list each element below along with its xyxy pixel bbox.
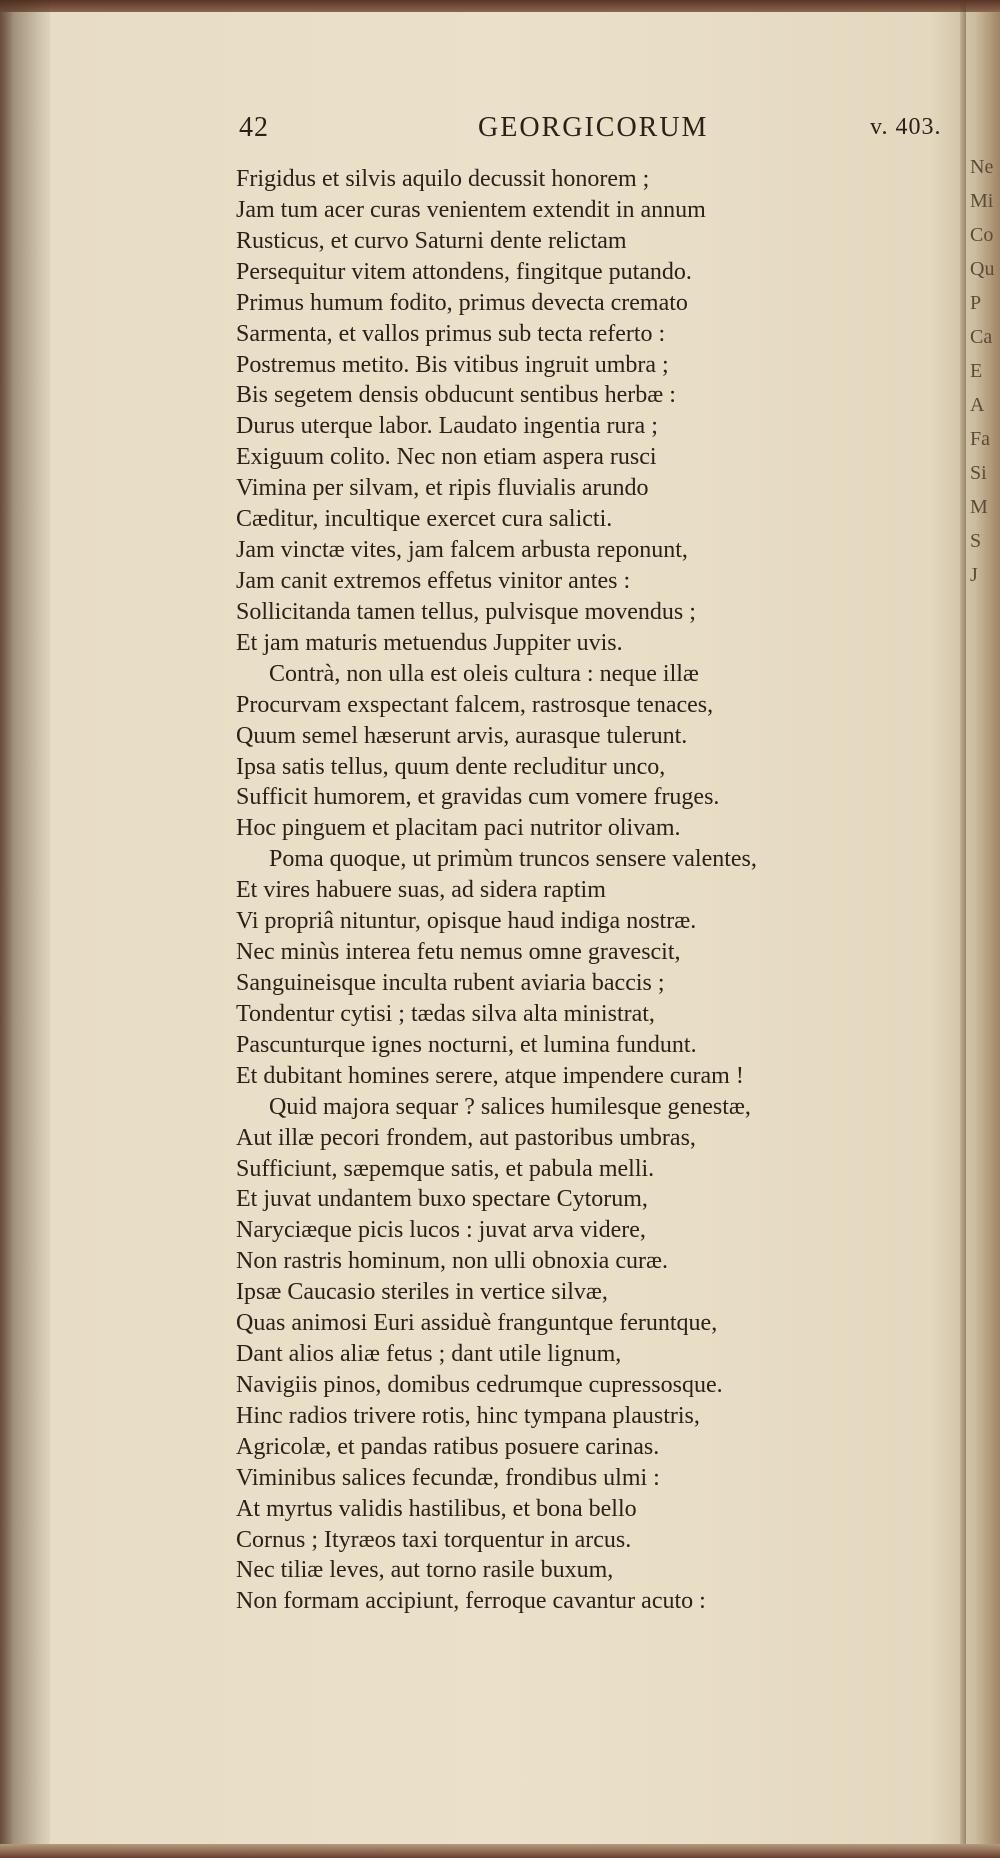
verse-line: Vi propriâ nituntur, opisque haud indiga nostræ. bbox=[236, 908, 697, 935]
verse-text bbox=[236, 164, 981, 1617]
verse-line: Et jam maturis metuendus Juppiter uvis. bbox=[236, 629, 623, 656]
verse-line: Nec tiliæ leves, aut torno rasile buxum, bbox=[236, 1557, 614, 1584]
page-header bbox=[236, 112, 981, 154]
verse-line: Bis segetem densis obducunt sentibus herbæ : bbox=[236, 382, 676, 409]
verse-line: Vimina per silvam, et ripis fluvialis arundo bbox=[236, 475, 649, 502]
verse-line: Jam tum acer curas venientem extendit in annum bbox=[236, 196, 706, 223]
verse-line: Hoc pinguem et placitam paci nutritor olivam. bbox=[236, 815, 681, 842]
facing-page-letters: P bbox=[970, 292, 982, 314]
verse-line: Sollicitanda tamen tellus, pulvisque movendus ; bbox=[236, 598, 696, 625]
verse-line: Et vires habuere suas, ad sidera raptim bbox=[236, 877, 606, 904]
verse-line: Exiguum colito. Nec non etiam aspera rusci bbox=[236, 444, 657, 471]
facing-page-letters: Ne bbox=[970, 156, 994, 178]
verse-line: Dant alios aliæ fetus ; dant utile lignum, bbox=[236, 1341, 622, 1368]
verse-line: Persequitur vitem attondens, fingitque putando. bbox=[236, 258, 692, 285]
gutter-shadow bbox=[0, 0, 50, 1858]
facing-page-letters: E bbox=[970, 360, 983, 382]
verse-line: Pascunturque ignes nocturni, et lumina fundunt. bbox=[236, 1031, 697, 1058]
facing-page-letters: Mi bbox=[970, 190, 994, 212]
facing-page-letters: S bbox=[970, 530, 982, 552]
verse-line: Jam vinctæ vites, jam falcem arbusta reponunt, bbox=[236, 537, 688, 564]
page-number: 42 bbox=[239, 112, 269, 143]
page-top-edge bbox=[0, 0, 1000, 12]
verse-line: Et dubitant homines serere, atque impendere curam ! bbox=[236, 1062, 744, 1089]
verse-line: Quum semel hæserunt arvis, aurasque tulerunt. bbox=[236, 722, 688, 749]
verse-line: Ipsa satis tellus, quum dente recluditur unco, bbox=[236, 753, 666, 780]
facing-page-letters: M bbox=[970, 496, 988, 518]
verse-line: Non formam accipiunt, ferroque cavantur acuto : bbox=[236, 1588, 706, 1615]
facing-page-letters: Co bbox=[970, 224, 994, 246]
verse-line: Rusticus, et curvo Saturni dente relictam bbox=[236, 227, 627, 254]
verse-line: Quas animosi Euri assiduè franguntque feruntque, bbox=[236, 1310, 718, 1337]
facing-page-letters: A bbox=[970, 394, 985, 416]
verse-line: Postremus metito. Bis vitibus ingruit umbra ; bbox=[236, 351, 669, 378]
verse-line: Nec minùs interea fetu nemus omne gravescit, bbox=[236, 939, 681, 966]
verse-line: Ipsæ Caucasio steriles in vertice silvæ, bbox=[236, 1279, 608, 1306]
verse-line: Hinc radios trivere rotis, hinc tympana plaustris, bbox=[236, 1402, 700, 1429]
verse-line: Et juvat undantem buxo spectare Cytorum, bbox=[236, 1186, 648, 1213]
facing-page-letters: Si bbox=[970, 462, 987, 484]
page-bottom-edge bbox=[0, 1844, 1000, 1858]
running-title: GEORGICORUM bbox=[478, 112, 709, 143]
facing-page-letters: Ca bbox=[970, 326, 993, 348]
verse-line: Sarmenta, et vallos primus sub tecta referto : bbox=[236, 320, 666, 347]
verse-line: Non rastris hominum, non ulli obnoxia curæ. bbox=[236, 1248, 668, 1275]
verse-line: Viminibus salices fecundæ, frondibus ulmi : bbox=[236, 1464, 660, 1491]
verse-line: Naryciæque picis lucos : juvat arva videre, bbox=[236, 1217, 646, 1244]
verse-line: Cornus ; Ityræos taxi torquentur in arcus. bbox=[236, 1526, 632, 1553]
verse-line: Quid majora sequar ? salices humilesque genestæ, bbox=[269, 1093, 751, 1120]
verse-line: Durus uterque labor. Laudato ingentia rura ; bbox=[236, 413, 658, 440]
verse-line: At myrtus validis hastilibus, et bona bello bbox=[236, 1495, 637, 1522]
line-reference: v. 403. bbox=[870, 114, 942, 140]
verse-line: Poma quoque, ut primùm truncos sensere valentes, bbox=[269, 846, 757, 873]
verse-line: Sufficiunt, sæpemque satis, et pabula melli. bbox=[236, 1155, 655, 1182]
verse-line: Jam canit extremos effetus vinitor antes : bbox=[236, 567, 631, 594]
verse-line: Aut illæ pecori frondem, aut pastoribus umbras, bbox=[236, 1124, 696, 1151]
verse-line: Cæditur, incultique exercet cura salicti. bbox=[236, 506, 613, 533]
facing-page-letters: Fa bbox=[970, 428, 990, 450]
verse-line: Frigidus et silvis aquilo decussit honorem ; bbox=[236, 166, 650, 192]
facing-page-letters: J bbox=[970, 564, 978, 586]
verse-line: Procurvam exspectant falcem, rastrosque tenaces, bbox=[236, 691, 714, 718]
verse-line: Tondentur cytisi ; tædas silva alta ministrat, bbox=[236, 1000, 655, 1027]
verse-line: Primus humum fodito, primus devecta cremato bbox=[236, 289, 688, 316]
book-page bbox=[236, 112, 981, 1615]
verse-line: Sufficit humorem, et gravidas cum vomere fruges. bbox=[236, 784, 720, 811]
verse-line: Sanguineisque inculta rubent aviaria baccis ; bbox=[236, 969, 665, 996]
verse-line: Agricolæ, et pandas ratibus posuere carinas. bbox=[236, 1433, 660, 1460]
verse-line: Navigiis pinos, domibus cedrumque cupressosque. bbox=[236, 1371, 723, 1398]
facing-page-letters: Qu bbox=[970, 258, 995, 280]
verse-line: Contrà, non ulla est oleis cultura : neque illæ bbox=[269, 660, 699, 687]
